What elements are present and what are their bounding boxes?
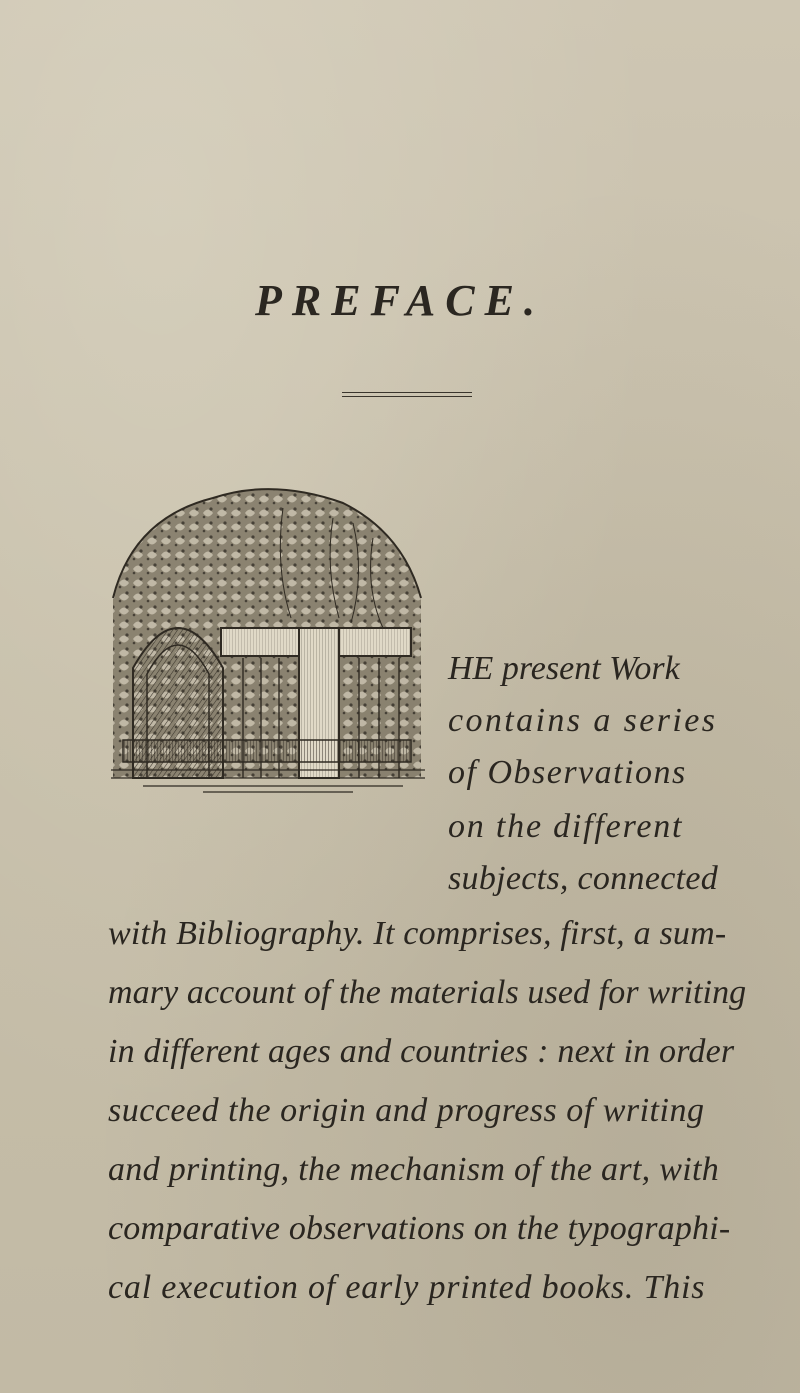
text-line: cal execution of early printed books. This [108, 1269, 706, 1306]
text-line: mary account of the materials used for writing [108, 974, 747, 1011]
text-line: in different ages and countries : next in order [108, 1033, 735, 1070]
text-line: of Observations [448, 754, 687, 791]
text-line: comparative observations on the typographi- [108, 1210, 731, 1247]
text-line: with Bibliography. It comprises, first, a sum- [108, 915, 727, 952]
text-line: on the different [448, 808, 684, 845]
text-line: subjects, connected [448, 860, 719, 897]
text-line: and printing, the mechanism of the art, with [108, 1151, 720, 1188]
text-line: contains a series [448, 702, 718, 739]
ornamental-gothic-initial-icon [103, 478, 433, 800]
page-title: PREFACE. [255, 276, 545, 325]
text-line: HE present Work [448, 650, 680, 687]
title-rule [342, 392, 472, 397]
text-line: succeed the origin and progress of writing [108, 1092, 705, 1129]
